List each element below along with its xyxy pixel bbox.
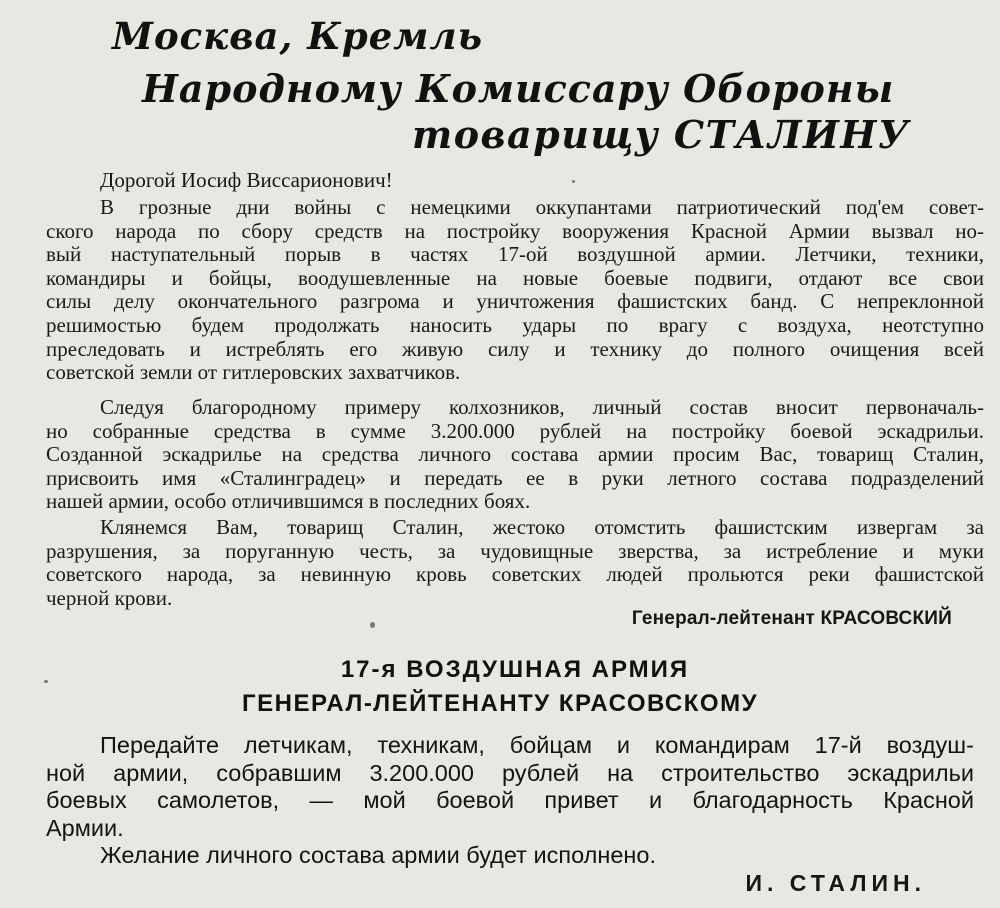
letter-paragraph-2 (46, 396, 984, 514)
ink-speck (370, 622, 375, 628)
reply-line: Желание личного состава армии будет исполнено. (100, 842, 656, 868)
reply-paragraph-2 (46, 842, 974, 870)
heading-recipient-title: Народному Комиссару Обороны (142, 66, 895, 111)
letter-line: но собранные средства в сумме 3.200.000 рублей на постройку боевой эскадрильи. (46, 418, 984, 443)
ink-speck (572, 180, 575, 183)
letter-line: преследовать и истреблять его живую силу и технику до полного очищения всей (46, 336, 984, 361)
letter-line: нашей армии, особо отличившимся в последних боях. (46, 489, 531, 514)
reply-signature: И. СТАЛИН. (745, 870, 926, 896)
letter-line: Клянемся Вам, товарищ Сталин, жестоко отомстить фашистским извергам за (100, 515, 984, 539)
letter-line: решимостью будем продолжать наносить удары по врагу с воздуха, неотступно (46, 312, 984, 337)
reply-line: ной армии, собравшим 3.200.000 рублей на строительство эскадрильи (46, 759, 974, 786)
letter-line: разрушения, за поруганную честь, за чудовищные зверства, за истребление и муки (46, 538, 984, 563)
reply-paragraph-1 (46, 732, 974, 842)
letter-line: Созданной эскадрилье на средства личного состава армии просим Вас, товарищ Сталин, (46, 442, 984, 467)
letter-line: командиры и бойцы, воодушевленные на новые боевые подвиги, отдают все свои (46, 265, 984, 290)
letter-line: черной крови. (46, 585, 173, 610)
letter-paragraph-1 (46, 196, 984, 385)
ink-speck (44, 680, 48, 683)
letter-line: ского народа по сбору средств на постройку вооружения Красной Армии вызвал но- (46, 218, 984, 243)
letter-signature: Генерал-лейтенант КРАСОВСКИЙ (631, 608, 952, 629)
letter-paragraph-3 (46, 516, 984, 610)
reply-heading-recipient: ГЕНЕРАЛ-ЛЕЙТЕНАНТУ КРАСОВСКОМУ (242, 690, 758, 717)
heading-recipient-name: товарищу СТАЛИНУ (412, 112, 911, 157)
letter-line: вый наступательный порыв в частях 17-ой воздушной армии. Летчики, техники, (46, 242, 984, 267)
letter-line: силы делу окончательного разгрома и уничтожения фашистских банд. С непреклонной (46, 289, 984, 314)
reply-line: Передайте летчикам, техникам, бойцам и командирам 17-й воздуш- (100, 732, 974, 758)
letter-line: советского народа, за невинную кровь советских людей прольются реки фашистской (46, 562, 984, 587)
reply-line: боевых самолетов, — мой боевой привет и благодарность Красной (46, 787, 974, 813)
letter-line: присвоить имя «Сталинградец» и передать ее в руки летного состава подразделений (46, 465, 984, 490)
letter-line: В грозные дни войны с немецкими оккупантами патриотический под'ем совет- (100, 195, 984, 219)
letter-line: советской земли от гитлеровских захватчиков. (46, 360, 461, 385)
letter-greeting: Дорогой Иосиф Виссарионович! (100, 168, 393, 192)
letter-line: Следуя благородному примеру колхозников, личный состав вносит первоначаль- (100, 395, 984, 419)
heading-address-line: Москва, Кремль (112, 14, 483, 58)
reply-heading-unit: 17-я ВОЗДУШНАЯ АРМИЯ (340, 656, 690, 683)
reply-line: Армии. (46, 814, 124, 841)
